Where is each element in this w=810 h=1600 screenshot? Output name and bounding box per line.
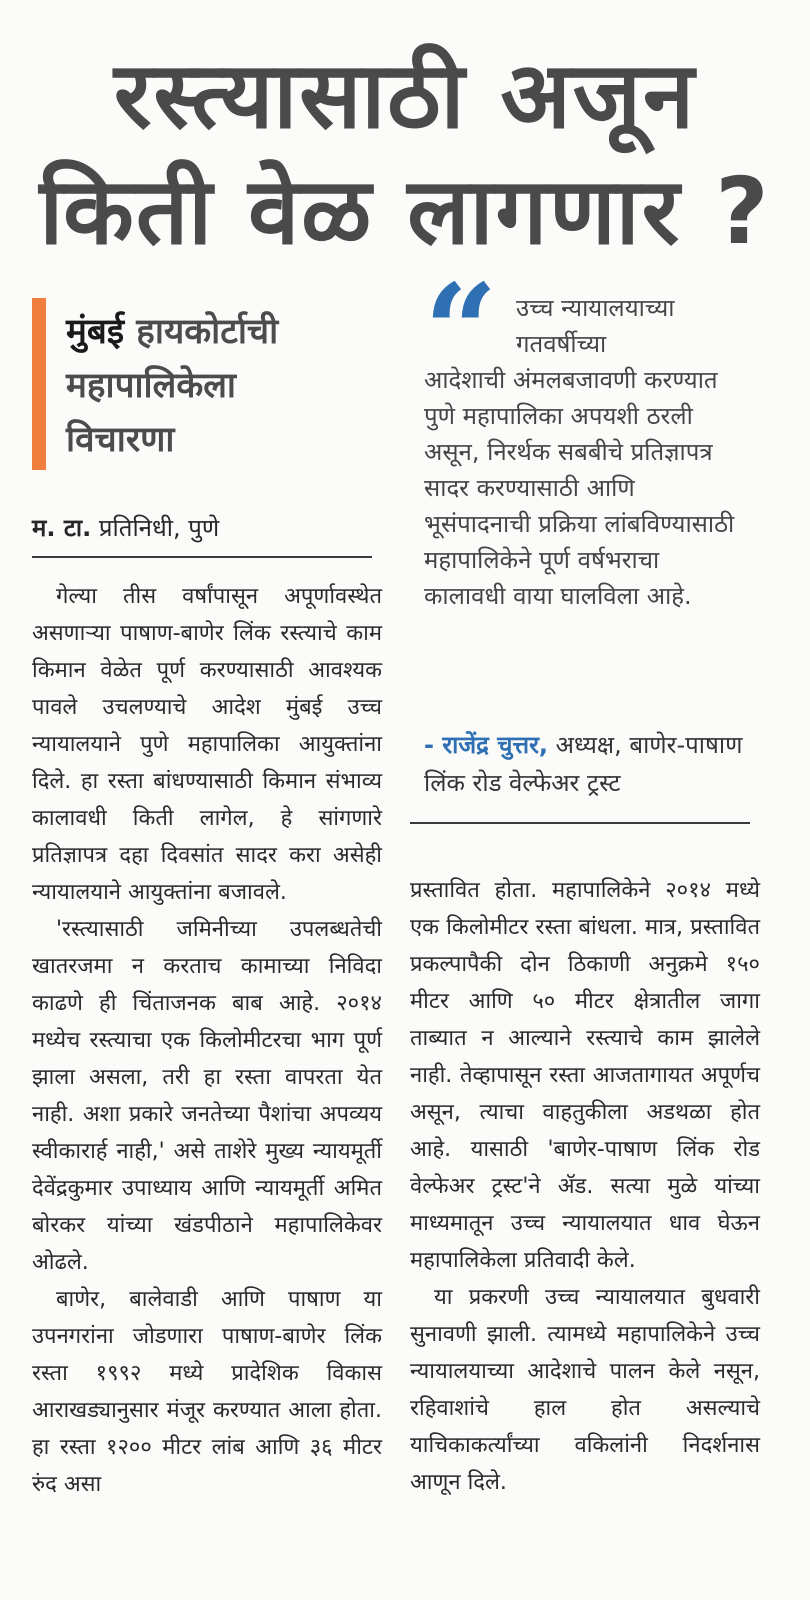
byline-prefix: म. टा.	[32, 514, 92, 542]
article-paragraph: गेल्या तीस वर्षांपासून अपूर्णावस्थेत असणाऱ्या पाषाण-बाणेर लिंक रस्त्याचे काम किमान वेळेत पूर्ण करण्यासाठी आवश्यक पावले उचलण्याचे आदेश मुंबई उच्च न्यायालयाने पुणे महापालिका आयुक्तांना दिले. हा रस्ता बांधण्यासाठी किमान संभाव्य कालावधी किती लागेल, हे सांगणारे प्रतिज्ञापत्र दहा दिवसांत सादर करा असेही न्यायालयाने आयुक्तांना बजावले.	[32, 584, 382, 905]
headline-line-2: किती वेळ लागणार ?	[39, 158, 771, 265]
byline	[32, 510, 372, 546]
quote-divider	[410, 822, 750, 824]
subheading-line-1: हायकोर्टाची	[124, 312, 279, 352]
attribution-role: अध्यक्ष, बाणेर-पाषाण लिंक रोड वेल्फेअर ट्रस्ट	[424, 731, 743, 797]
quote-mark-icon: “	[424, 257, 498, 407]
byline-divider	[32, 556, 372, 558]
article-paragraph: या प्रकरणी उच्च न्यायालयात बुधवारी सुनावणी झाली. त्यामध्ये महापालिकेने उच्च न्यायालयाच्या आदेशाचे पालन केले नसून, रहिवाशांचे हाल होत असल्याचे याचिकाकर्त्यांच्या वकिलांनी निदर्शनास आणून दिले.	[410, 1285, 760, 1495]
quote-line-2: गतवर्षीच्या	[516, 330, 607, 358]
article-column-right	[410, 872, 760, 1501]
article-paragraph: बाणेर, बालेवाडी आणि पाषाण या उपनगरांना जोडणारा पाषाण-बाणेर लिंक रस्ता १९९२ मध्ये प्रादेशिक विकास आराखड्यानुसार मंजूर करण्यात आला होता. हा रस्ता १२०० मीटर लांब आणि ३६ मीटर रुंद असा	[32, 1287, 382, 1497]
quote-body: आदेशाची अंमलबजावणी करण्यात पुणे महापालिका अपयशी ठरली असून, निरर्थक सबबीचे प्रतिज्ञापत्र सादर करण्यासाठी आणि भूसंपादनाची प्रक्रिया लांबविण्यासाठी महापालिकेने पूर्ण वर्षभराचा कालावधी वाया घालविला आहे.	[424, 366, 735, 610]
subheading-line-2: महापालिकेला	[66, 366, 236, 406]
quote-attribution	[424, 726, 754, 802]
subheading-city: मुंबई	[66, 312, 125, 352]
headline-line-1: रस्त्यासाठी अजून	[113, 42, 697, 149]
subheading-line-3: विचारणा	[66, 420, 175, 460]
attribution-name: - राजेंद्र चुत्तर,	[424, 731, 549, 759]
article-paragraph: प्रस्तावित होता. महापालिकेने २०१४ मध्ये एक किलोमीटर रस्ता बांधला. मात्र, प्रस्तावित प्रकल्पापैकी दोन ठिकाणी अनुक्रमे १५० मीटर आणि ५० मीटर क्षेत्रातील जागा ताब्यात न आल्याने रस्त्याचे काम झालेले नाही. तेव्हापासून रस्ता आजतागायत अपूर्णच असून, त्याचा वाहतुकीला अडथळा होत आहे. यासाठी 'बाणेर-पाषाण लिंक रोड वेल्फेअर ट्रस्ट'ने ॲड. सत्या मुळे यांच्या माध्यमातून उच्च न्यायालयात धाव घेऊन महापालिकेला प्रतिवादी केले.	[410, 878, 760, 1273]
subheading	[66, 305, 386, 467]
byline-text: प्रतिनिधी, पुणे	[91, 514, 220, 542]
article-column-left	[32, 578, 382, 1503]
pull-quote	[424, 290, 744, 614]
accent-bar	[32, 298, 46, 470]
quote-line-1: उच्च न्यायालयाच्या	[516, 294, 675, 322]
article-paragraph: 'रस्त्यासाठी जमिनीच्या उपलब्धतेची खातरजमा न करताच कामाच्या निविदा काढणे ही चिंताजनक बाब आहे. २०१४ मध्येच रस्त्याचा एक किलोमीटरचा भाग पूर्ण झाला असला, तरी हा रस्ता वापरता येत नाही. अशा प्रकारे जनतेच्या पैशांचा अपव्यय स्वीकारार्ह नाही,' असे ताशेरे मुख्य न्यायमूर्ती देवेंद्रकुमार उपाध्याय आणि न्यायमूर्ती अमित बोरकर यांच्या खंडपीठाने महापालिकेवर ओढले.	[32, 917, 382, 1275]
